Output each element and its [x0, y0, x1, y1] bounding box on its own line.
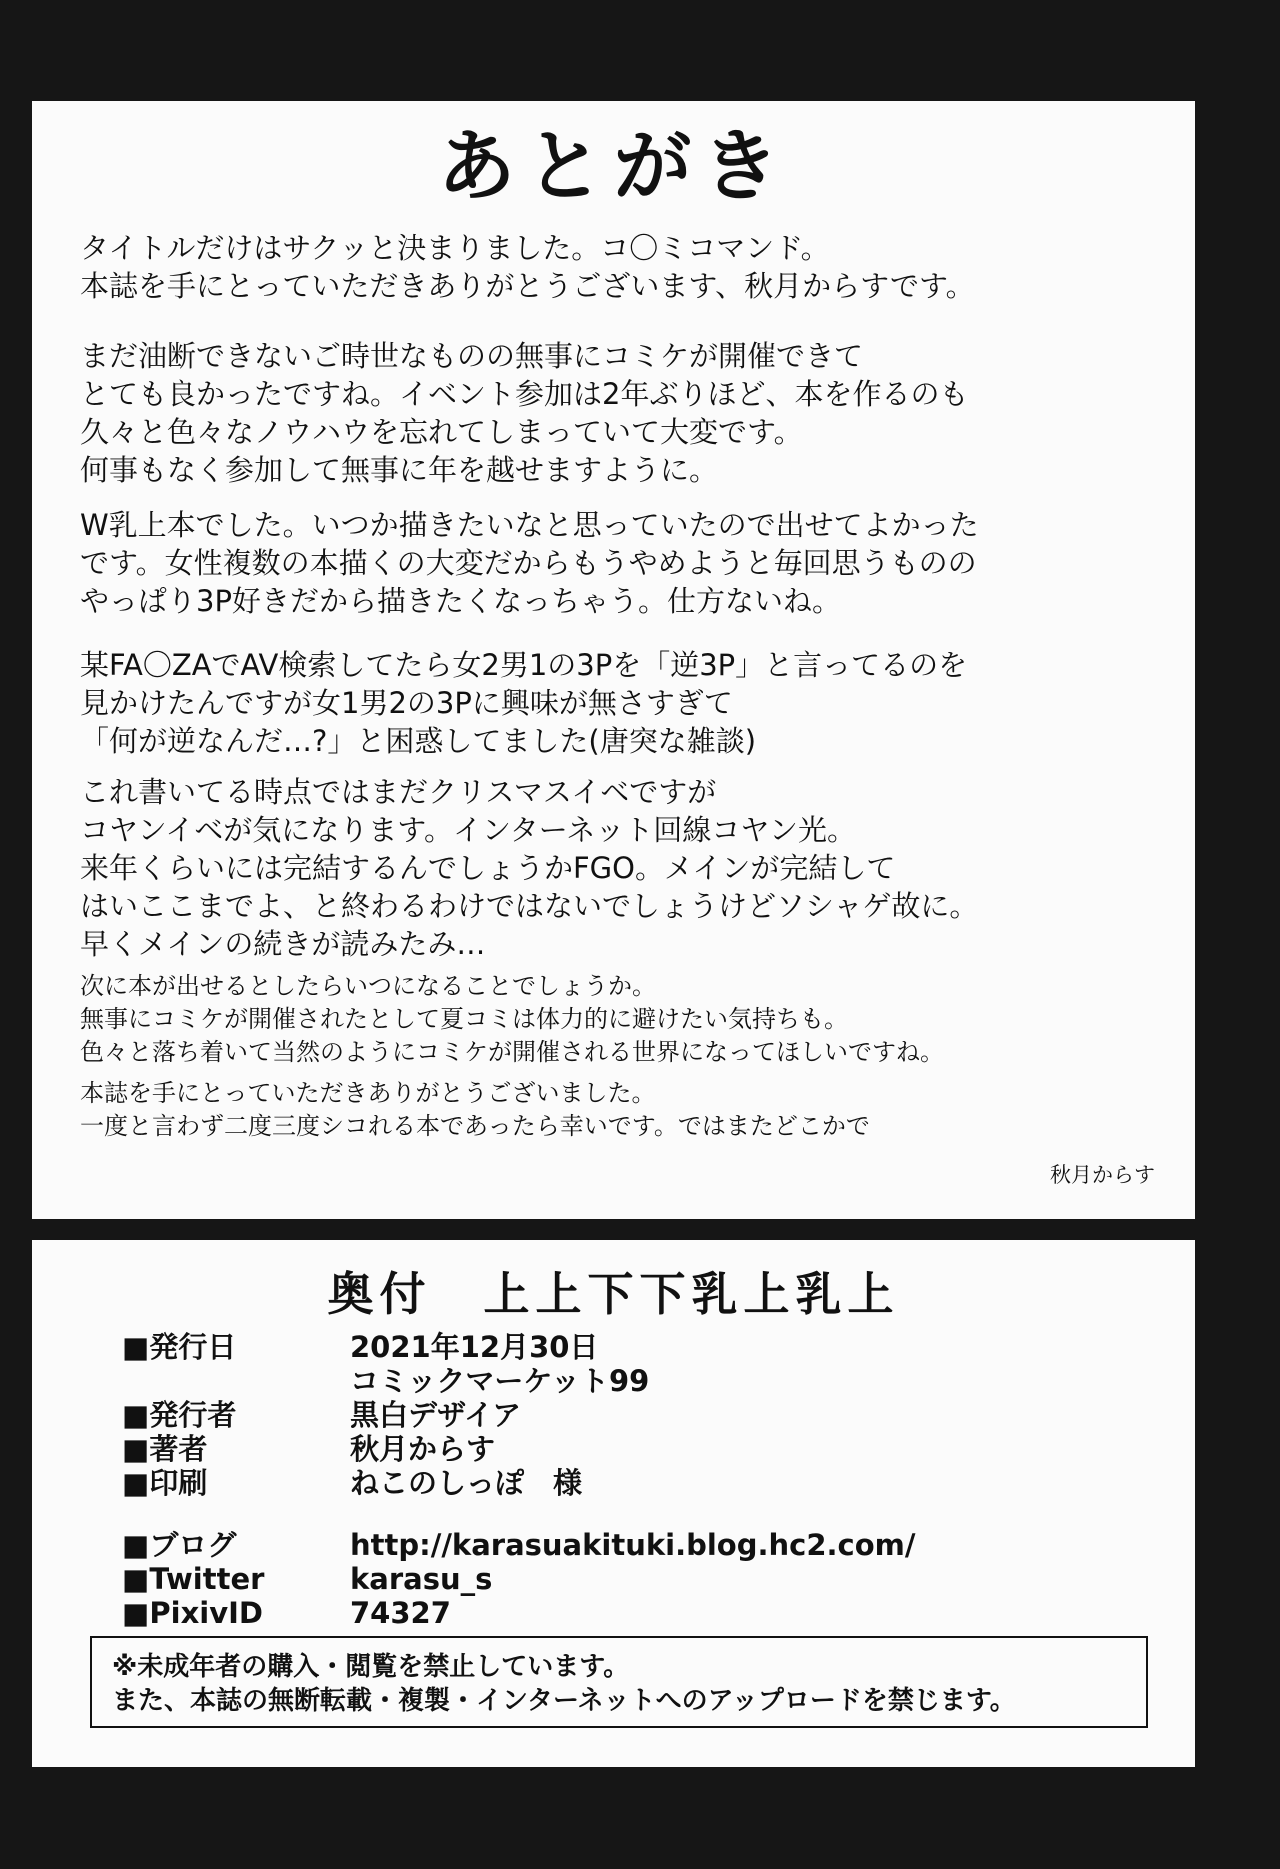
text-line: これ書いてる時点ではまだクリスマスイベですが — [80, 775, 717, 809]
text-line: とても良かったですね。イベント参加は2年ぶりほど、本を作るのも — [80, 377, 969, 411]
text-line: 「何が逆なんだ…?」と困惑してました(唐突な雑談) — [80, 724, 757, 758]
text-line: 次に本が出せるとしたらいつになることでしょうか。 — [80, 972, 656, 1000]
text-line: コヤンイベが気になります。インターネット回線コヤン光。 — [80, 813, 857, 847]
text-line: 一度と言わず二度三度シコれる本であったら幸いです。ではまたどこかで — [80, 1112, 870, 1140]
info-label: ■著者 — [122, 1432, 208, 1466]
afterword-heading: あとがき — [437, 122, 790, 212]
text-line: です。女性複数の本描くの大変だからもうやめようと毎回思うものの — [80, 546, 977, 580]
info-label: ■発行日 — [122, 1330, 237, 1364]
text-line: 何事もなく参加して無事に年を越せますように。 — [80, 453, 719, 487]
text-line: はいここまでよ、と終わるわけではないでしょうけどソシャゲ故に。 — [80, 889, 979, 923]
notice-line: また、本誌の無断転載・複製・インターネットへのアップロードを禁じます。 — [112, 1686, 1016, 1716]
info-value: 黒白デザイア — [350, 1398, 522, 1432]
age-restriction-notice — [90, 1636, 1148, 1728]
text-line: W乳上本でした。いつか描きたいなと思っていたので出せてよかった — [80, 508, 979, 542]
text-line: やっぱり3P好きだから描きたくなっちゃう。仕方ないね。 — [80, 584, 841, 618]
blog-url: http://karasuakituki.blog.hc2.com/ — [350, 1528, 916, 1562]
info-value: ねこのしっぽ 様 — [350, 1466, 583, 1500]
info-label: ■Twitter — [122, 1562, 265, 1596]
info-label: ■ブログ — [122, 1528, 237, 1562]
text-line: 見かけたんですが女1男2の3Pに興味が無さすぎて — [80, 686, 733, 720]
text-line: 本誌を手にとっていただきありがとうございます、秋月からすです。 — [80, 269, 975, 303]
afterword-panel — [32, 101, 1195, 1219]
paragraph-4 — [80, 646, 1175, 760]
text-line: まだ油断できないご時世なものの無事にコミケが開催できて — [80, 339, 864, 373]
info-value: コミックマーケット99 — [350, 1364, 650, 1398]
text-line: 早くメインの続きが読みたみ… — [80, 927, 486, 961]
notice-line: ※未成年者の購入・閲覧を禁止しています。 — [112, 1652, 630, 1682]
text-line: 久々と色々なノウハウを忘れてしまっていて大変です。 — [80, 415, 803, 449]
paragraph-1 — [80, 229, 1175, 305]
info-value: 2021年12月30日 — [350, 1330, 599, 1364]
text-line: 来年くらいには完結するんでしょうかFGO。メインが完結して — [80, 851, 896, 885]
colophon-title: 奥付 上上下下乳上乳上 — [327, 1267, 900, 1321]
paragraph-5 — [80, 773, 1175, 963]
paragraph-2 — [80, 337, 1175, 489]
paragraph-6 — [80, 970, 1175, 1069]
pixiv-id: 74327 — [350, 1596, 451, 1630]
info-value: 秋月からす — [350, 1432, 496, 1466]
text-line: タイトルだけはサクッと決まりました。コ〇ミコマンド。 — [80, 231, 830, 265]
text-line: 無事にコミケが開催されたとして夏コミは体力的に避けたい気持ちも。 — [80, 1005, 848, 1033]
info-label: ■PixivID — [122, 1596, 264, 1630]
paragraph-3 — [80, 506, 1175, 620]
text-line: 某FA〇ZAでAV検索してたら女2男1の3Pを「逆3P」と言ってるのを — [80, 648, 968, 682]
colophon-panel — [32, 1240, 1195, 1767]
info-label: ■発行者 — [122, 1398, 237, 1432]
author-signature: 秋月からす — [1050, 1163, 1155, 1187]
text-line: 本誌を手にとっていただきありがとうございました。 — [80, 1079, 656, 1107]
info-label: ■印刷 — [122, 1466, 208, 1500]
text-line: 色々と落ち着いて当然のようにコミケが開催される世界になってほしいですね。 — [80, 1038, 944, 1066]
twitter-handle: karasu_s — [350, 1562, 493, 1596]
paragraph-7 — [80, 1077, 1175, 1143]
